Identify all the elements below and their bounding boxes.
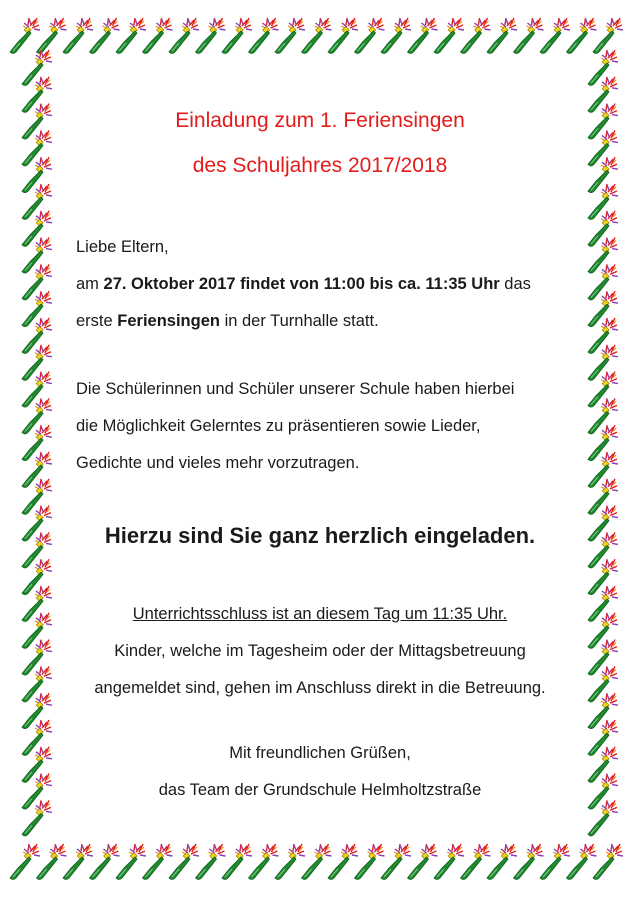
invitation-highlight: Hierzu sind Sie ganz herzlich eingeladen. <box>104 523 536 548</box>
p1-suffix: das <box>499 275 531 293</box>
event-date-time: 27. Oktober 2017 findet von 11:00 bis ca. 11:35 Uhr <box>103 275 500 293</box>
p1-prefix: am <box>76 275 104 293</box>
paragraph-2-line-2: die Möglichkeit Gelerntes zu präsentieren sowie Lieder, <box>76 417 481 435</box>
title-line-1: Einladung zum 1. Feriensingen <box>175 109 465 132</box>
closing: Mit freundlichen Grüßen, <box>229 744 411 762</box>
paragraph-1-line-1 <box>76 273 531 295</box>
care-info-line-2: angemeldet sind, gehen im Anschluss direkt in die Betreuung. <box>94 679 546 697</box>
paragraph-1-line-2 <box>76 310 379 332</box>
p1b-prefix: erste <box>76 312 118 330</box>
signature: das Team der Grundschule Helmholtzstraße <box>158 781 482 799</box>
dismissal-notice <box>0 603 640 625</box>
care-info-line-1: Kinder, welche im Tagesheim oder der Mittagsbetreuung <box>114 642 526 660</box>
event-name: Feriensingen <box>117 312 220 330</box>
title-line-2: des Schuljahres 2017/2018 <box>192 154 448 177</box>
dismissal-notice-text: Unterrichtsschluss ist an diesem Tag um 11:35 Uhr. <box>132 605 508 623</box>
greeting: Liebe Eltern, <box>76 238 169 256</box>
p1b-suffix: in der Turnhalle statt. <box>219 312 379 330</box>
paragraph-2-line-3: Gedichte und vieles mehr vorzutragen. <box>76 454 360 472</box>
paragraph-2-line-1: Die Schülerinnen und Schüler unserer Schule haben hierbei <box>76 380 515 398</box>
